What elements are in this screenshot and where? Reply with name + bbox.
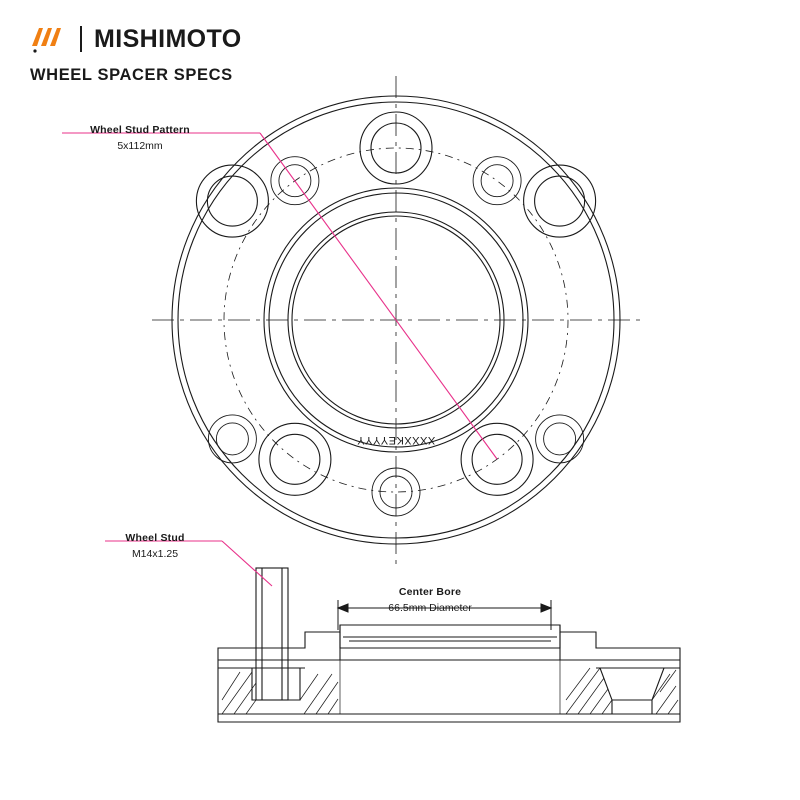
brand-name: MISHIMOTO	[94, 24, 242, 53]
annotation-wheel-stud	[95, 532, 215, 560]
annotation-title: Wheel Stud	[125, 532, 185, 544]
body-fill-lines	[340, 660, 560, 714]
secondary-hole	[536, 415, 584, 463]
face-engraving	[357, 434, 436, 446]
annotation-value: M14x1.25	[131, 548, 179, 560]
bore-step	[340, 632, 560, 648]
annotation-title: Center Bore	[398, 586, 462, 598]
secondary-hole	[208, 415, 256, 463]
annotation-center-bore	[345, 586, 515, 614]
annotation-value: 5x112mm	[117, 140, 163, 152]
counterbore-right	[600, 668, 664, 700]
stud-pocket-left	[252, 668, 300, 700]
page-title: WHEEL SPACER SPECS	[30, 66, 233, 84]
stud-hole	[196, 165, 268, 237]
stud-hole	[259, 423, 331, 495]
wheel-stud-profile	[256, 568, 288, 700]
section-hatching	[222, 668, 678, 714]
annotation-wheel-stud-pattern	[75, 124, 205, 152]
spacer-body-outline	[218, 625, 680, 722]
stud-hole	[524, 165, 596, 237]
stud-pattern-leader	[62, 133, 497, 459]
svg-text:XXXXKEYYYY: XXXXKEYYYY	[356, 434, 436, 446]
annotation-title: Wheel Stud Pattern	[90, 124, 190, 136]
annotation-value: 66.5mm Diameter	[388, 602, 472, 614]
secondary-hole	[473, 157, 521, 205]
